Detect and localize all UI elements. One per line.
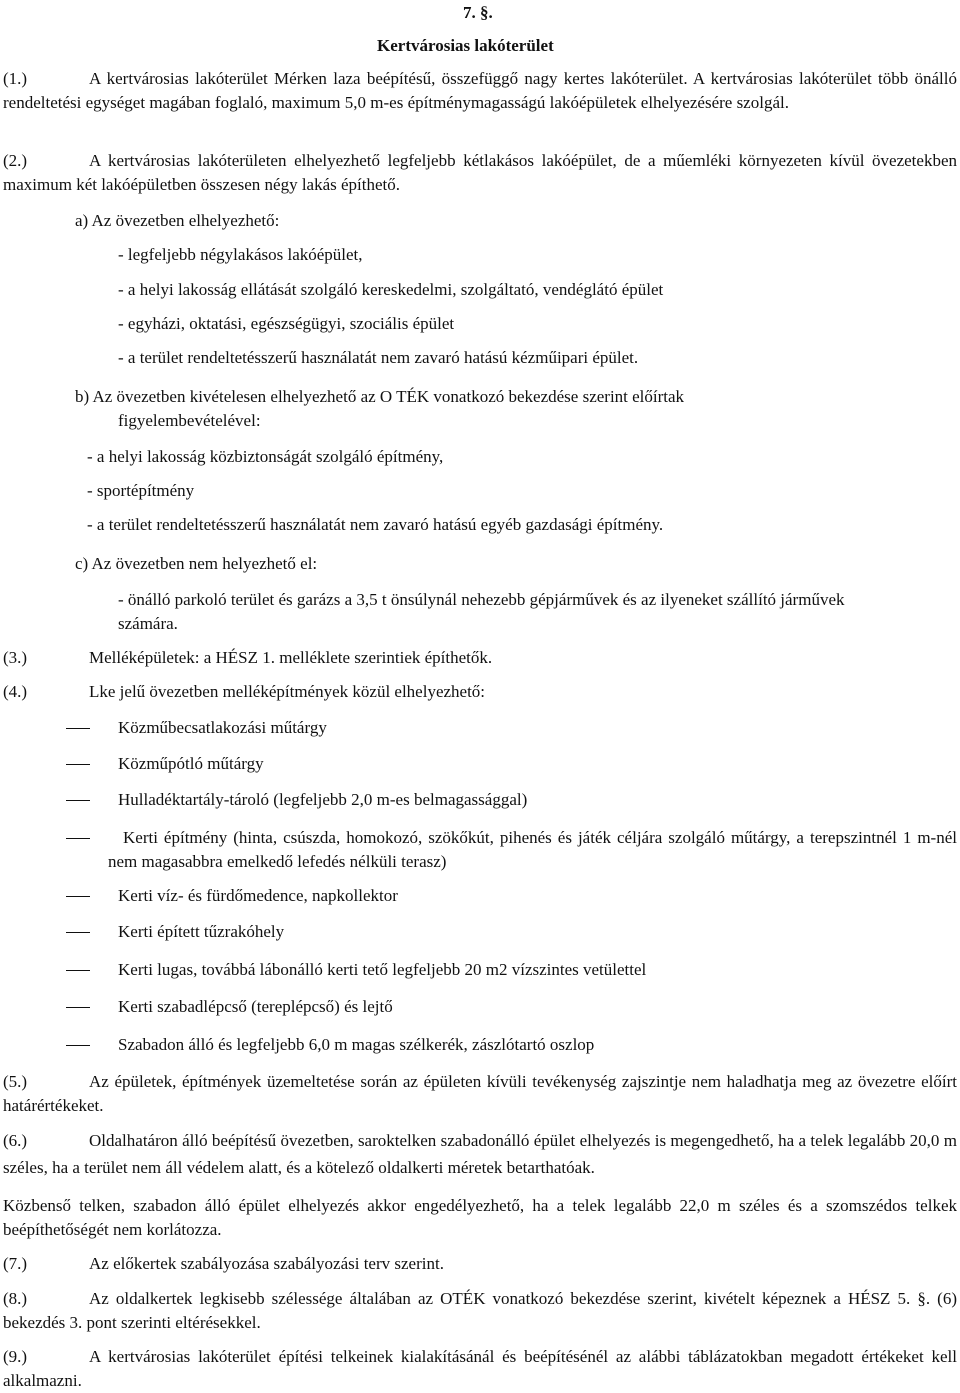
- paragraph-text: Lke jelű övezetben melléképítmények közül elhelyezhető:: [89, 682, 486, 701]
- list-item: Hulladéktartály-tároló (legfeljebb 2,0 m-es belmagassággal): [118, 790, 528, 809]
- list-item: - a helyi lakosság közbiztonságát szolgáló építmény,: [87, 447, 444, 466]
- section-number: 7. §.: [463, 3, 493, 22]
- list-item: - a helyi lakosság ellátását szolgáló kereskedelmi, szolgáltató, vendéglátó épület: [118, 280, 664, 299]
- dash-bullet: [66, 764, 90, 765]
- paragraph-7: [3, 1252, 957, 1276]
- paragraph-number: (4.): [3, 682, 28, 701]
- paragraph-6: [3, 1127, 957, 1181]
- subsection-c-heading: c) Az övezetben nem helyezhető el:: [75, 554, 318, 573]
- dash-bullet: [66, 838, 90, 839]
- list-item: Szabadon álló és legfeljebb 6,0 m magas szélkerék, zászlótartó oszlop: [118, 1035, 595, 1054]
- paragraph-1: [3, 67, 957, 115]
- paragraph-text: Az oldalkertek legkisebb szélessége általában az OTÉK vonatkozó bekezdése szerint, kivételt képeznek a HÉSZ 5. §. (6) bekezdés 3. pont szerinti eltérésekkel.: [3, 1289, 957, 1332]
- paragraph-8: [3, 1287, 957, 1335]
- dash-bullet: [66, 800, 90, 801]
- subsection-b-heading: b) Az övezetben kivételesen elhelyezhető az O TÉK vonatkozó bekezdése szerint előírtak figyelembevételével:: [75, 387, 685, 430]
- dash-bullet: [66, 970, 90, 971]
- list-item: - sportépítmény: [87, 481, 195, 500]
- paragraph-text: A kertvárosias lakóterület építési telkeinek kialakításánál és beépítésénél az alábbi táblázatokban megadott értékeket kell alkalmazni.: [3, 1347, 957, 1390]
- paragraph-number: (9.): [3, 1347, 28, 1366]
- list-item: Közműbecsatlakozási műtárgy: [118, 718, 327, 737]
- paragraph-2: [3, 149, 957, 197]
- paragraph-number: (8.): [3, 1289, 28, 1308]
- paragraph-number: (7.): [3, 1254, 28, 1273]
- subsection-a-heading: a) Az övezetben elhelyezhető:: [75, 211, 280, 230]
- list-item: Kerti lugas, továbbá lábonálló kerti tető legfeljebb 20 m2 vízszintes vetülettel: [118, 960, 647, 979]
- list-item: Kerti épített tűzrakóhely: [118, 922, 285, 941]
- paragraph-text: Melléképületek: a HÉSZ 1. melléklete szerintiek építhetők.: [89, 648, 493, 667]
- section-title: Kertvárosias lakóterület: [377, 36, 554, 55]
- list-item: - a terület rendeltetésszerű használatát nem zavaró hatású egyéb gazdasági építmény.: [87, 515, 664, 534]
- list-item: - önálló parkoló terület és garázs a 3,5 t önsúlynál nehezebb gépjárművek és az ilyeneket szállító járművek számára.: [118, 590, 845, 633]
- paragraph-3: [3, 646, 957, 670]
- list-item: Kerti víz- és fürdőmedence, napkollektor: [118, 886, 398, 905]
- paragraph-text: Oldalhatáron álló beépítésű övezetben, saroktelken szabadonálló épület elhelyezés is megengedhető, ha a telek legalább 20,0 m széles, ha a terület nem áll védelem alatt, és a kötelező oldalkerti méretek betarthatóak.: [3, 1131, 957, 1177]
- list-item: Kerti szabadlépcső (tereplépcső) és lejtő: [118, 997, 393, 1016]
- paragraph-9: [3, 1345, 957, 1393]
- dash-bullet: [66, 728, 90, 729]
- paragraph-number: (5.): [3, 1072, 28, 1091]
- paragraph-number: (3.): [3, 648, 28, 667]
- paragraph-5: [3, 1070, 957, 1118]
- paragraph-text: A kertvárosias lakóterület Mérken laza beépítésű, összefüggő nagy kertes lakóterület. A kertvárosias lakóterület több önálló rendeltetési egységet magában foglaló, maximum 5,0 m-es építménymagasságú lakóépületek elhelyezésére szolgál.: [3, 69, 957, 112]
- dash-bullet: [66, 932, 90, 933]
- paragraph-number: (1.): [3, 69, 28, 88]
- dash-bullet: [66, 896, 90, 897]
- paragraph-4: [3, 680, 957, 704]
- paragraph-text: Közbenső telken, szabadon álló épület elhelyezés akkor engedélyezhető, ha a telek legalább 22,0 m széles és a szomszédos telkek beépíthetőségét nem korlátozza.: [3, 1196, 957, 1239]
- paragraph-number: (2.): [3, 151, 28, 170]
- dash-bullet: [66, 1007, 90, 1008]
- list-item: Közműpótló műtárgy: [118, 754, 264, 773]
- list-item: Kerti építmény (hinta, csúszda, homokozó, szökőkút, pihenés és játék céljára szolgáló műtárgy, a terepszintnél 1 m-nél nem magasabbra emelkedő lefedés nélküli terasz): [108, 828, 957, 871]
- list-item: - legfeljebb négylakásos lakóépület,: [118, 245, 363, 264]
- paragraph-number: (6.): [3, 1131, 28, 1150]
- paragraph-6-continued: [3, 1194, 957, 1242]
- dash-bullet: [66, 1045, 90, 1046]
- paragraph-text: A kertvárosias lakóterületen elhelyezhető legfeljebb kétlakásos lakóépület, de a műemléki környezeten kívül övezetekben maximum két lakóépületben összesen négy lakás építhető.: [3, 151, 957, 194]
- paragraph-text: Az előkertek szabályozása szabályozási terv szerint.: [89, 1254, 444, 1273]
- list-item: - egyházi, oktatási, egészségügyi, szociális épület: [118, 314, 455, 333]
- paragraph-text: Az épületek, építmények üzemeltetése során az épületen kívüli tevékenység zajszintje nem haladhatja meg az övezetre előírt határértékeket.: [3, 1072, 957, 1115]
- list-item: - a terület rendeltetésszerű használatát nem zavaró hatású kézműipari épület.: [118, 348, 639, 367]
